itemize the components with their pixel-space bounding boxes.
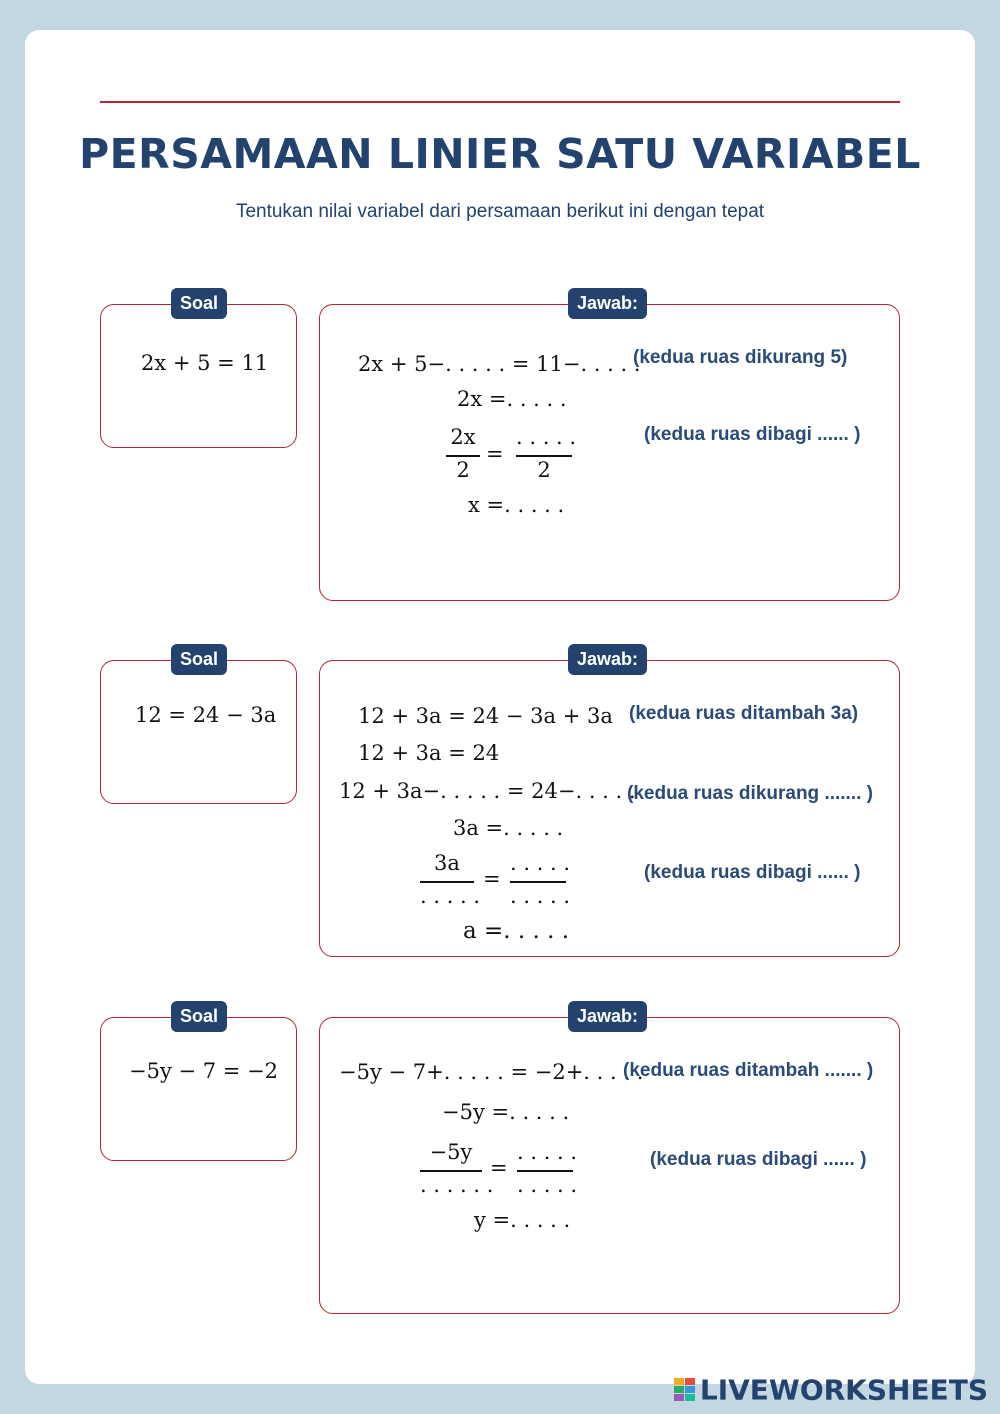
denominator: . . . . . . (420, 1173, 494, 1197)
note-3-2[interactable]: (kedua ruas dibagi ...... ) (650, 1149, 867, 1170)
fraction-left-3[interactable] (420, 1140, 494, 1200)
step-2-2: 12 + 3a = 24 (358, 741, 500, 765)
step-1-2[interactable]: 2x =. . . . . (457, 387, 567, 411)
liveworksheets-brand (674, 1372, 988, 1408)
fraction-bar (516, 455, 572, 457)
note-2-2[interactable]: (kedua ruas dikurang ....... ) (627, 783, 873, 804)
denominator: . . . . . (517, 1173, 578, 1197)
denominator: 2 (537, 458, 551, 482)
soal-label: Soal (171, 644, 227, 675)
step-1-1[interactable]: 2x + 5−. . . . . = 11−. . . . . (358, 352, 641, 376)
header-divider (100, 101, 900, 103)
final-answer-1[interactable]: x =. . . . . (468, 493, 565, 517)
jawab-box-2 (319, 649, 900, 957)
soal-box-1 (100, 293, 297, 448)
jawab-box-1 (319, 293, 900, 601)
denominator: . . . . . (510, 884, 571, 908)
fraction-bar (420, 881, 474, 883)
jawab-label: Jawab: (568, 644, 647, 675)
soal-label: Soal (171, 1001, 227, 1032)
numerator: . . . . . (517, 1140, 578, 1164)
fraction-bar (517, 1170, 573, 1172)
note-3-1[interactable]: (kedua ruas ditambah ....... ) (623, 1060, 874, 1081)
soal-equation-2: 12 = 24 − 3a (135, 703, 277, 727)
numerator: . . . . . (516, 425, 577, 449)
soal-box-3 (100, 1006, 297, 1161)
step-2-3[interactable]: 12 + 3a−. . . . . = 24−. . . . . (339, 779, 636, 803)
step-3-2[interactable]: −5y =. . . . . (442, 1100, 570, 1124)
jawab-label: Jawab: (568, 1001, 647, 1032)
fraction-bar (446, 455, 480, 457)
jawab-box-3 (319, 1006, 900, 1314)
soal-box-2 (100, 649, 297, 804)
fraction-right-1[interactable] (516, 425, 577, 485)
note-2-1: (kedua ruas ditambah 3a) (629, 703, 859, 724)
numerator: 3a (434, 851, 460, 875)
fraction-left-1 (446, 425, 480, 485)
note-1-1: (kedua ruas dikurang 5) (633, 347, 848, 368)
final-answer-2[interactable]: a =. . . . . (463, 918, 570, 944)
denominator: . . . . . (420, 884, 481, 908)
fraction-bar (510, 881, 566, 883)
fraction-left-2[interactable] (420, 851, 481, 911)
fraction-bar (420, 1170, 482, 1172)
final-answer-3[interactable]: y =. . . . . (474, 1208, 571, 1232)
fraction-right-2[interactable] (510, 851, 571, 911)
equals-sign: = (490, 1156, 508, 1180)
note-1-2: (kedua ruas dibagi ...... ) (644, 424, 861, 445)
equals-sign: = (486, 442, 504, 466)
equals-sign: = (483, 867, 501, 891)
page-subtitle: Tentukan nilai variabel dari persamaan berikut ini dengan tepat (235, 201, 765, 222)
liveworksheets-logo-icon (674, 1378, 696, 1402)
page-title: PERSAMAAN LINIER SATU VARIABEL (79, 130, 921, 178)
note-2-3[interactable]: (kedua ruas dibagi ...... ) (644, 862, 861, 883)
numerator: 2x (450, 425, 476, 449)
fraction-right-3[interactable] (517, 1140, 578, 1200)
brand-text: LIVEWORKSHEETS (699, 1373, 988, 1407)
soal-equation-3: −5y − 7 = −2 (129, 1059, 279, 1083)
denominator: 2 (456, 458, 470, 482)
jawab-label: Jawab: (568, 288, 647, 319)
numerator: −5y (429, 1140, 473, 1164)
step-3-1[interactable]: −5y − 7+. . . . . = −2+. . . . . (339, 1060, 644, 1084)
soal-equation-1: 2x + 5 = 11 (141, 351, 269, 375)
step-2-1: 12 + 3a = 24 − 3a + 3a (358, 704, 613, 728)
numerator: . . . . . (510, 851, 571, 875)
soal-label: Soal (171, 288, 227, 319)
step-2-4[interactable]: 3a =. . . . . (453, 816, 564, 840)
